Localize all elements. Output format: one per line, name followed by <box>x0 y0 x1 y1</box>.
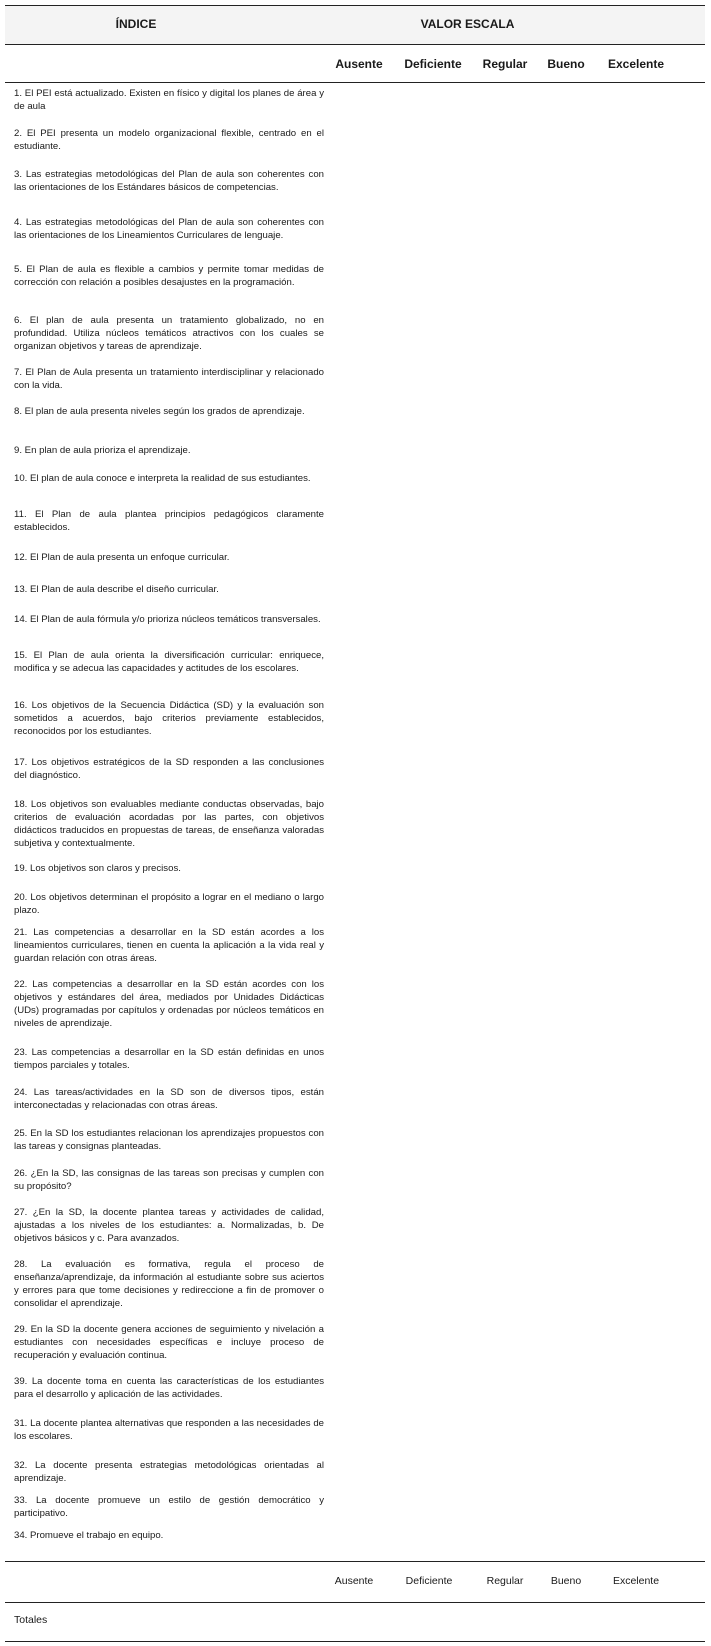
indice-heading: ÍNDICE <box>115 17 157 31</box>
criterion-item: 5. El Plan de aula es flexible a cambios y permite tomar medidas de corrección con relación a posibles desajustes en la programación. <box>14 264 324 288</box>
criterion-item: 6. El plan de aula presenta un tratamiento globalizado, no en profundidad. Utiliza núcleos temáticos atractivos con los cuales se organizan objetivos y tareas de aprendizaje. <box>14 315 324 352</box>
criterion-item: 29. En la SD la docente genera acciones de seguimiento y nivelación a estudiantes con necesidades específicas e incluye proceso de recuperación y evaluación continua. <box>14 1324 324 1361</box>
criterion-item: 27. ¿En la SD, la docente plantea tareas y actividades de calidad, ajustadas a los niveles de los estudiantes: a. Normalizadas, b. De objetivos básicos y c. Para avanzados. <box>14 1207 324 1244</box>
criterion-item: 19. Los objetivos son claros y precisos. <box>14 863 181 874</box>
criterion-item: 2. El PEI presenta un modelo organizacional flexible, centrado en el estudiante. <box>14 128 324 152</box>
criterion-item: 17. Los objetivos estratégicos de la SD responden a las conclusiones del diagnóstico. <box>14 757 324 781</box>
scale-header-bueno: Bueno <box>547 57 585 71</box>
criterion-item: 31. La docente plantea alternativas que responden a las necesidades de los escolares. <box>14 1418 324 1442</box>
criterion-item: 20. Los objetivos determinan el propósito a lograr en el mediano o largo plazo. <box>14 892 324 916</box>
scale-header-regular: Regular <box>482 57 528 71</box>
criterion-item: 9. En plan de aula prioriza el aprendizaje. <box>14 445 191 456</box>
criterion-item: 21. Las competencias a desarrollar en la SD están acordes a los lineamientos curriculares, tienen en cuenta la aplicación a la vida real y guardan relación con otras áreas. <box>14 927 324 964</box>
criterion-item: 23. Las competencias a desarrollar en la SD están definidas en unos tiempos parciales y totales. <box>14 1047 324 1071</box>
footer-scale-deficiente: Deficiente <box>405 1575 453 1587</box>
criterion-item: 16. Los objetivos de la Secuencia Didáctica (SD) y la evaluación son sometidos a acuerdos, bajo criterios previamente establecidos, reconocidos por los estudiantes. <box>14 700 324 737</box>
criterion-item: 26. ¿En la SD, las consignas de las tareas son precisas y cumplen con su propósito? <box>14 1168 324 1192</box>
criterion-item: 11. El Plan de aula plantea principios pedagógicos claramente establecidos. <box>14 509 324 533</box>
footer-scale-ausente: Ausente <box>334 1575 374 1587</box>
criterion-item: 14. El Plan de aula fórmula y/o prioriza núcleos temáticos transversales. <box>14 614 321 625</box>
totales-label: Totales <box>14 1614 48 1626</box>
criterion-item: 39. La docente toma en cuenta las características de los estudiantes para el desarrollo y aplicación de las actividades. <box>14 1376 324 1400</box>
criterion-item: 8. El plan de aula presenta niveles según los grados de aprendizaje. <box>14 406 305 417</box>
footer-scale-excelente: Excelente <box>612 1575 660 1587</box>
bottom-divider <box>5 1641 705 1642</box>
criterion-item: 34. Promueve el trabajo en equipo. <box>14 1530 164 1541</box>
criterion-item: 25. En la SD los estudiantes relacionan los aprendizajes propuestos con las tareas y consignas planteadas. <box>14 1128 324 1152</box>
scale-header-row <box>5 44 705 83</box>
footer-scale-bueno: Bueno <box>550 1575 582 1587</box>
criterion-item: 12. El Plan de aula presenta un enfoque curricular. <box>14 552 230 563</box>
criterion-item: 28. La evaluación es formativa, regula el proceso de enseñanza/aprendizaje, da información al estudiante sobre sus aciertos y errores para que tome decisiones y redireccione a fin de promover o consolidar el aprendizaje. <box>14 1259 324 1309</box>
criterion-item: 32. La docente presenta estrategias metodológicas orientadas al aprendizaje. <box>14 1460 324 1484</box>
scale-header-ausente: Ausente <box>335 57 383 71</box>
scale-header-excelente: Excelente <box>607 57 665 71</box>
criterion-item: 13. El Plan de aula describe el diseño curricular. <box>14 584 219 595</box>
footer-scale-row <box>5 1561 705 1603</box>
criterion-item: 18. Los objetivos son evaluables mediante conductas observadas, bajo criterios de evaluación acordadas por las partes, con objetivos didácticos traducidos en propuestas de tareas, de enseñanza valoradas subjetiva y contextualmente. <box>14 799 324 849</box>
criterion-item: 24. Las tareas/actividades en la SD son de diversos tipos, están interconectadas y relacionadas con otras áreas. <box>14 1087 324 1111</box>
table-header <box>5 5 705 45</box>
footer-scale-regular: Regular <box>486 1575 524 1587</box>
valor-escala-heading: VALOR ESCALA <box>420 17 515 31</box>
criterion-item: 10. El plan de aula conoce e interpreta la realidad de sus estudiantes. <box>14 473 311 484</box>
criterion-item: 15. El Plan de aula orienta la diversificación curricular: enriquece, modifica y se adecua las capacidades y actitudes de los escolares. <box>14 650 324 674</box>
criterion-item: 22. Las competencias a desarrollar en la SD están acordes con los objetivos y estándares del área, mediados por Unidades Didácticas (UDs) programadas por capítulos y ordenadas por núcleos temáticos en niveles de aprendizaje. <box>14 979 324 1029</box>
criterion-item: 1. El PEI está actualizado. Existen en físico y digital los planes de área y de aula <box>14 88 324 112</box>
criterion-item: 4. Las estrategias metodológicas del Plan de aula son coherentes con las orientaciones de los Lineamientos Curriculares de lenguaje. <box>14 217 324 241</box>
criterion-item: 33. La docente promueve un estilo de gestión democrático y participativo. <box>14 1495 324 1519</box>
criterion-item: 3. Las estrategias metodológicas del Plan de aula son coherentes con las orientaciones de los Estándares básicos de competencias. <box>14 169 324 193</box>
criterion-item: 7. El Plan de Aula presenta un tratamiento interdisciplinar y relacionado con la vida. <box>14 367 324 391</box>
scale-header-deficiente: Deficiente <box>404 57 462 71</box>
